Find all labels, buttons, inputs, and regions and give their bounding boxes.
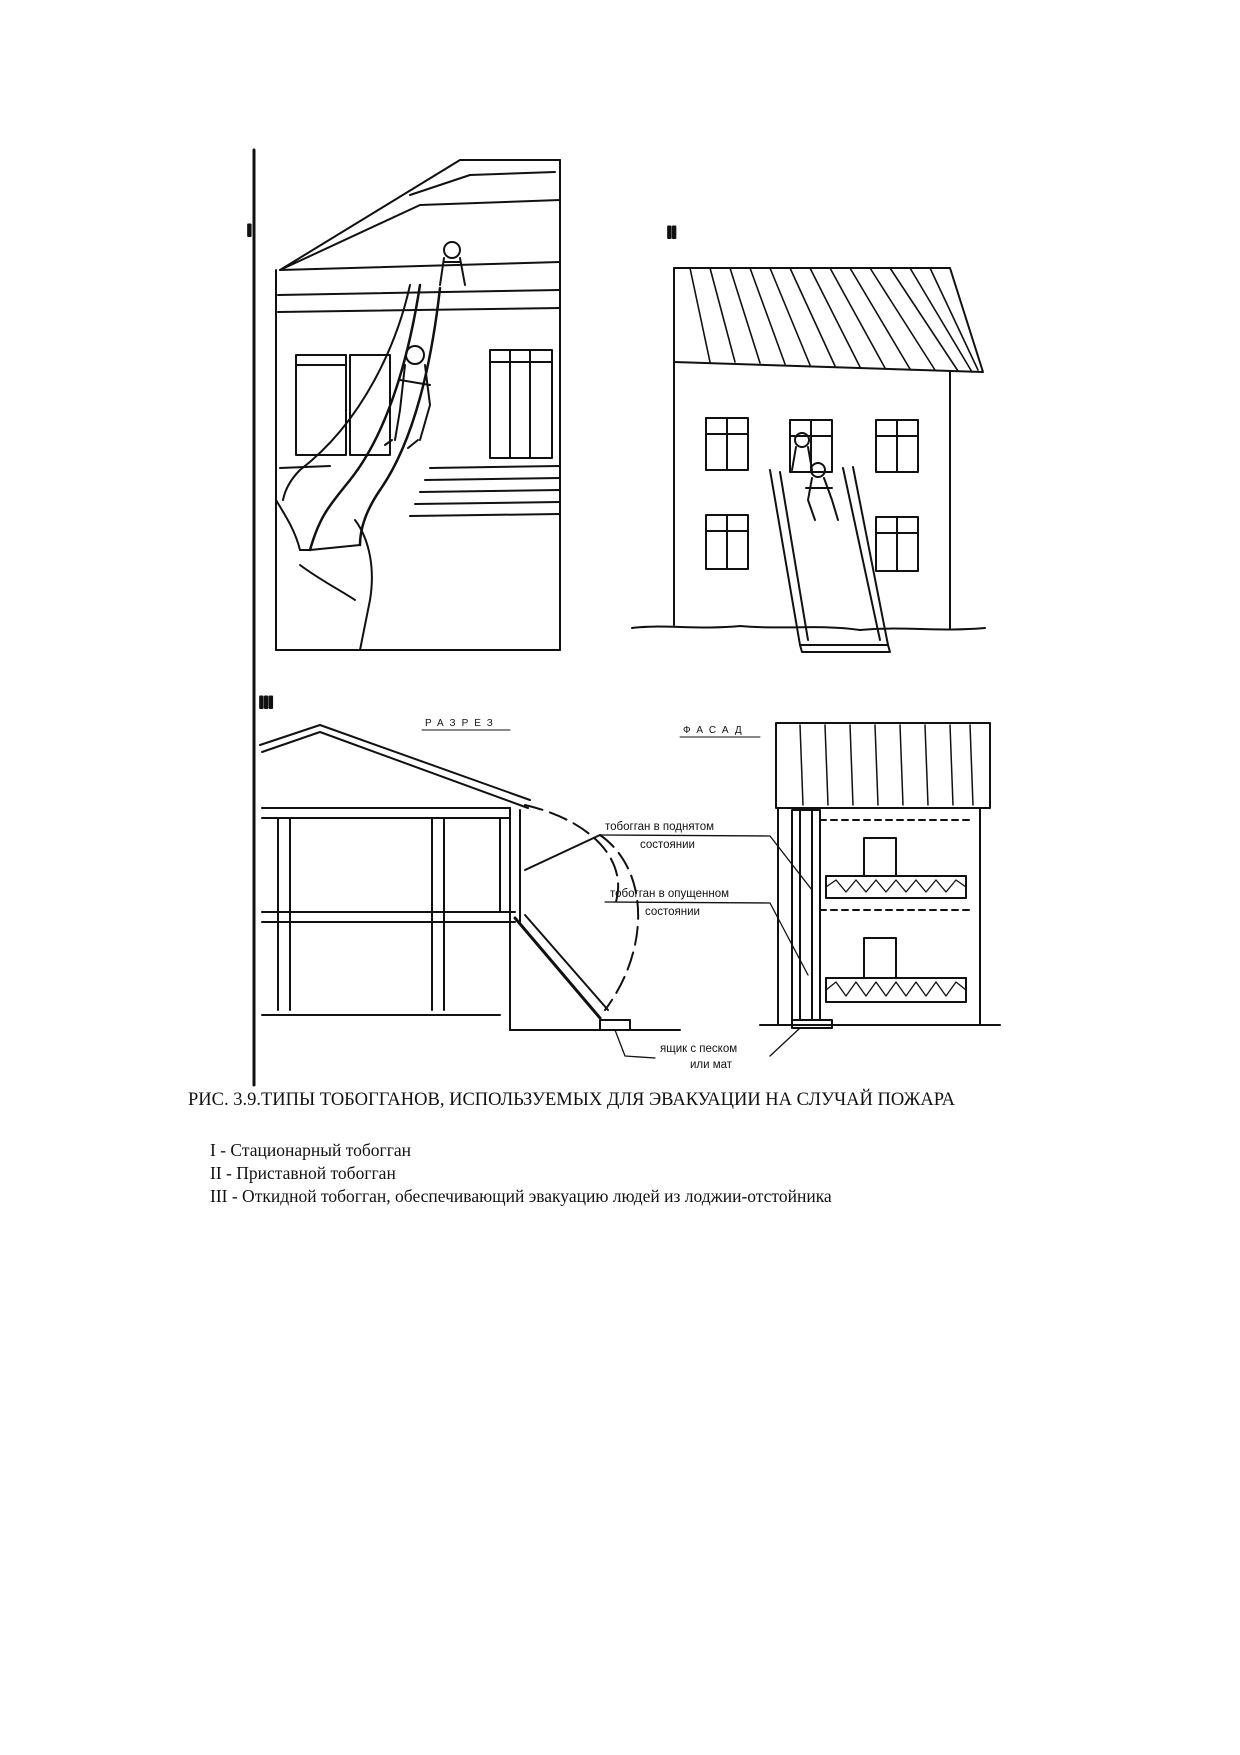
panel-iii-facade-drawing — [760, 723, 1000, 1028]
annotation-box-2: или мат — [690, 1059, 733, 1071]
figure-legend — [210, 1139, 832, 1208]
panel-ii-drawing — [632, 268, 985, 652]
panel-i-drawing — [276, 160, 560, 650]
annotation-lowered-1: тобогган в опущенном — [610, 888, 730, 900]
section-header-cut: РАЗРЕЗ — [425, 718, 499, 729]
panel-iii-label: III — [259, 693, 274, 712]
panel-ii-label: II — [667, 223, 677, 242]
annotation-raised-2: состоянии — [640, 839, 695, 851]
section-header-facade: ФАСАД — [683, 725, 748, 736]
figure-caption: РИС. 3.9.ТИПЫ ТОБОГГАНОВ, ИСПОЛЬЗУЕМЫХ ДЛЯ ЭВАКУАЦИИ НА СЛУЧАЙ ПОЖАРА — [188, 1090, 956, 1110]
annotation-raised-1: тобогган в поднятом — [605, 821, 714, 833]
panel-i-label: I — [247, 221, 252, 240]
panel-iii-section-drawing — [260, 725, 680, 1030]
legend-item-iii: III - Откидной тобогган, обеспечивающий эвакуацию людей из лоджии-отстойника — [210, 1186, 832, 1206]
annotation-box-1: ящик с песком — [660, 1043, 738, 1055]
annotation-lowered-2: состоянии — [645, 906, 700, 918]
legend-item-ii: II - Приставной тобогган — [210, 1163, 396, 1183]
legend-item-i: I - Стационарный тобогган — [210, 1140, 412, 1160]
panel-iii-annotations — [600, 821, 812, 1071]
